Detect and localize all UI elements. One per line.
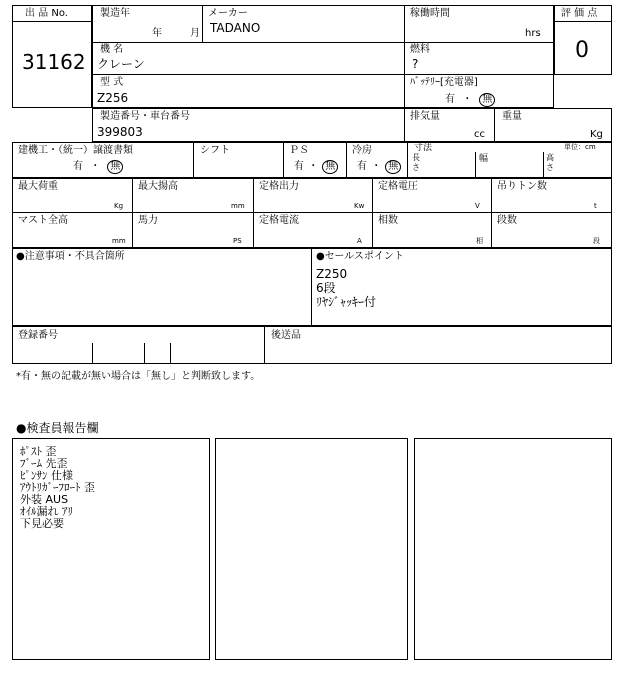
sales-line-3: ﾘﾔｼﾞｬｯｷｰ付	[316, 295, 377, 309]
inspector-line-2: ﾌﾞｰﾑ 先歪	[20, 457, 68, 470]
rated-output-label: 定格出力	[259, 181, 299, 192]
hoist-ton-label: 吊りトン数	[497, 181, 547, 192]
year-unit: 年	[152, 28, 162, 39]
phase-unit: 相	[476, 237, 483, 245]
mast-height-label: マスト全高	[18, 215, 68, 226]
doc-choice	[73, 160, 123, 174]
max-load-label: 最大荷重	[18, 181, 58, 192]
cool-dot: ・	[371, 161, 382, 172]
fuel-value: ?	[412, 57, 419, 71]
battery-yes: 有	[445, 94, 455, 105]
horsepower-unit: PS	[233, 237, 242, 245]
inspector-line-3: ﾋﾟﾝｻﾝ 仕様	[20, 469, 73, 482]
displacement-label: 排気量	[410, 111, 440, 122]
after-delivery-label: 後送品	[271, 330, 301, 341]
registration-label: 登録番号	[18, 330, 58, 341]
max-load-unit: Kg	[114, 202, 124, 210]
max-lift-unit: mm	[231, 202, 245, 210]
footnote: *有・無の記載が無い場合は「無し」と判断致します。	[16, 371, 261, 382]
rated-voltage-label: 定格電圧	[378, 181, 418, 192]
rated-output-unit: Kw	[354, 202, 365, 210]
mast-height-unit: mm	[112, 237, 126, 245]
cool-yes: 有	[357, 161, 367, 172]
width-label: 幅	[479, 154, 489, 164]
rated-current-unit: A	[357, 237, 362, 245]
caution-label: ●注意事項・不具合箇所	[16, 251, 125, 262]
inspector-line-7: 下見必要	[20, 517, 64, 530]
doc-no-circled: 無	[107, 160, 123, 174]
model-name-value: クレーン	[97, 57, 145, 71]
serial-value: 399803	[97, 125, 143, 139]
listing-no: 31162	[22, 50, 86, 74]
type-value: Z256	[97, 91, 129, 105]
ps-dot: ・	[308, 161, 319, 172]
shift-label: シフト	[200, 145, 230, 156]
battery-no-circled: 無	[479, 93, 495, 107]
max-lift-label: 最大揚高	[138, 181, 178, 192]
hoist-ton-unit: t	[594, 202, 597, 210]
dims-unit: 単位：cm	[564, 143, 596, 151]
inspector-box-3	[414, 438, 612, 660]
ps-choice	[294, 160, 338, 174]
weight-label: 重量	[502, 111, 522, 122]
sales-line-1: Z250	[316, 267, 348, 281]
fuel-label: 燃料	[410, 44, 430, 55]
maker-value: TADANO	[210, 21, 261, 35]
hours-unit: hrs	[525, 28, 541, 39]
doc-yes: 有	[73, 161, 83, 172]
inspector-line-5: 外装 AUS	[20, 493, 69, 506]
model-name-label: 機 名	[100, 44, 124, 55]
cool-label: 冷房	[352, 145, 372, 156]
battery-label: ﾊﾞｯﾃﾘｰ[充電器]	[410, 77, 478, 88]
rating-label: 評 価 点	[561, 8, 598, 19]
rated-current-label: 定格電流	[259, 215, 299, 226]
maker-label: メーカー	[208, 8, 248, 19]
ps-no-circled: 無	[322, 160, 338, 174]
sales-line-2: 6段	[316, 281, 336, 295]
year-label: 製造年	[100, 8, 130, 19]
hours-label: 稼働時間	[410, 8, 450, 19]
cool-choice	[357, 160, 401, 174]
height-label: 高 さ	[546, 153, 554, 172]
weight-unit: Kg	[590, 129, 603, 140]
listing-no-label: 出 品 No.	[25, 8, 68, 19]
ps-yes: 有	[294, 161, 304, 172]
stages-label: 段数	[497, 215, 517, 226]
inspector-box-2	[215, 438, 408, 660]
displacement-unit: cc	[474, 129, 485, 140]
ps-label: ＰＳ	[289, 145, 309, 156]
serial-label: 製造番号・車台番号	[100, 111, 190, 122]
inspector-line-4: ｱｳﾄﾘｶﾞｰﾌﾛｰﾄ 歪	[20, 481, 95, 494]
battery-dot: ・	[462, 94, 473, 105]
stages-unit: 段	[593, 237, 600, 245]
phase-label: 相数	[378, 215, 398, 226]
doc-dot: ・	[90, 161, 101, 172]
length-label: 長 さ	[412, 153, 420, 172]
doc-label: 建機工・（統一）譲渡書類	[18, 145, 133, 156]
rating-value: 0	[575, 38, 589, 63]
inspector-line-1: ﾎﾟｽﾄ 歪	[20, 445, 57, 458]
inspector-title: ●検査員報告欄	[16, 421, 99, 435]
type-label: 型 式	[100, 77, 124, 88]
horsepower-label: 馬力	[138, 215, 158, 226]
cool-no-circled: 無	[385, 160, 401, 174]
registration-box	[12, 326, 612, 364]
month-unit: 月	[190, 28, 200, 39]
dims-label: 寸法	[414, 143, 433, 153]
sales-label: ●セールスポイント	[316, 251, 404, 262]
battery-choice	[445, 93, 495, 107]
rated-voltage-unit: V	[475, 202, 480, 210]
inspector-line-6: ｵｲﾙ漏れ ｱﾘ	[20, 505, 73, 518]
